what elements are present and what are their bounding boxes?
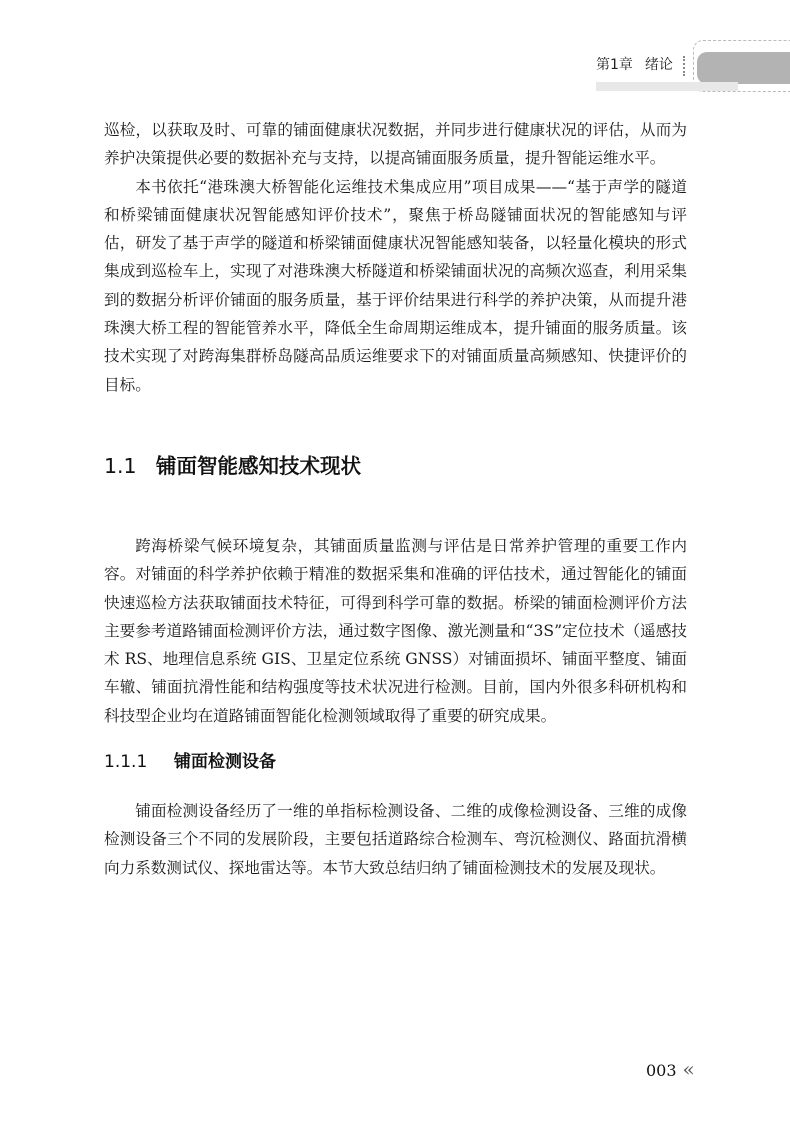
section-title: 铺面智能感知技术现状 <box>156 453 361 478</box>
header-tab-block <box>697 52 790 84</box>
section-number: 1.1 <box>104 453 137 478</box>
subsection-title: 铺面检测设备 <box>174 752 276 773</box>
page-number: 003 <box>646 1061 677 1080</box>
paragraph-book-intro: 本书依托“港珠澳大桥智能化运维技术集成应用”项目成果——“基于声学的隧道和桥梁铺面健康状况智能感知评价技术”，聚焦于桥岛隧铺面状况的智能感知与评估，研发了基于声学的隧道和桥梁铺面健康状况智能感知装备，以轻量化模块的形式集成到巡检车上，实现了对港珠澳大桥隧道和桥梁铺面状况的高频次巡查，利用采集到的数据分析评价铺面的服务质量，基于评价结果进行科学的养护决策，从而提升港珠澳大桥工程的智能管养水平，降低全生命周期运维成本，提升铺面的服务质量。该技术实现了对跨海集群桥岛隧高品质运维要求下的对铺面质量高频感知、快捷评价的目标。 <box>104 177 687 394</box>
section-heading <box>104 446 687 486</box>
paragraph-continuation: 巡检，以获取及时、可靠的铺面健康状况数据，并同步进行健康状况的评估，从而为养护决策提供必要的数据补充与支持，以提高铺面服务质量，提升智能运维水平。 <box>104 121 687 168</box>
paragraph-section-intro: 跨海桥梁气候环境复杂，其铺面质量监测与评估是日常养护管理的重要工作内容。对铺面的科学养护依赖于精准的数据采集和准确的评估技术，通过智能化的铺面快速巡检方法获取铺面技术特征，可得到科学可靠的数据。桥梁的铺面检测评价方法主要参考道路铺面检测评价方法，通过数字图像、激光测量和“3S”定位技术（遥感技术 RS、地理信息系统 GIS、卫星定位系统 GNSS）对铺面损坏、铺面平整度、铺面车辙、铺面抗滑性能和结构强度等技术状况进行检测。目前，国内外很多科研机构和科技型企业均在道路铺面智能化检测领域取得了重要的研究成果。 <box>104 536 687 725</box>
chapter-number: 第1章 <box>596 57 633 73</box>
chapter-label <box>596 54 673 74</box>
chapter-title: 绪论 <box>644 57 673 73</box>
running-header <box>0 0 790 96</box>
double-chevron-icon: « <box>682 1057 695 1081</box>
subsection-heading <box>104 747 687 777</box>
header-underline-band <box>596 82 738 91</box>
header-dotted-divider <box>683 56 691 76</box>
subsection-number: 1.1.1 <box>104 752 148 773</box>
page-footer <box>646 1057 695 1081</box>
paragraph-equipment-intro: 铺面检测设备经历了一维的单指标检测设备、二维的成像检测设备、三维的成像检测设备三个不同的发展阶段，主要包括道路综合检测车、弯沉检测仪、路面抗滑横向力系数测试仪、探地雷达等。本节大致总结归纳了铺面检测技术的发展及现状。 <box>104 802 687 877</box>
page-body <box>104 116 687 882</box>
